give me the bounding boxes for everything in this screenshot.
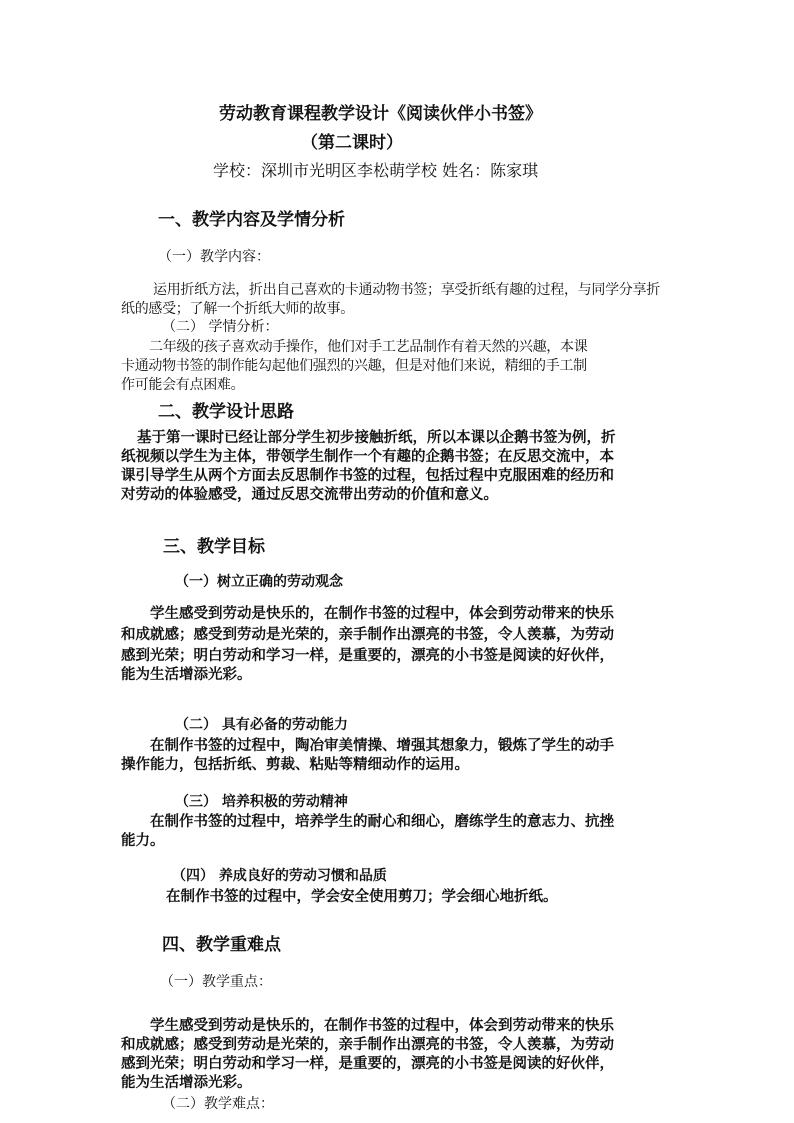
page-subtitle: （第二课时） <box>301 133 403 153</box>
design-line: 对劳动的体验感受，通过反思交流带出劳动的价值和意义。 <box>121 486 498 503</box>
goal-3-line: 能力。 <box>121 832 165 849</box>
page-title: 劳动教育课程教学设计《阅读伙伴小书签》 <box>219 104 542 124</box>
section-1-sub-content: （一）教学内容： <box>158 249 270 265</box>
key-point-line: 和成就感；感受到劳动是光荣的，亲手制作出漂亮的书签，令人羡慕，为劳动 <box>121 1036 614 1053</box>
key-point-line: 感到光荣；明白劳动和学习一样，是重要的，漂亮的小书签是阅读的好伙伴， <box>121 1055 614 1072</box>
goal-3-line: 在制作书签的过程中，培养学生的耐心和细心，磨练学生的意志力、抗挫 <box>150 813 614 830</box>
section-1-heading: 一、教学内容及学情分析 <box>158 210 345 230</box>
analysis-line: 二年级的孩子喜欢动手操作，他们对手工艺品制作有着天然的兴趣，本课 <box>149 339 588 355</box>
content-line: 纸的感受；了解一个折纸大师的故事。 <box>121 301 354 317</box>
design-line: 纸视频以学生为主体，带领学生制作一个有趣的企鹅书签；在反思交流中，本 <box>121 448 614 465</box>
goal-2-line: 操作能力，包括折纸、剪裁、粘贴等精细动作的运用。 <box>121 756 469 773</box>
goal-1-line: 能为生活增添光彩。 <box>121 666 252 683</box>
goal-2-line: 在制作书签的过程中，陶冶审美情操、增强其想象力，锻炼了学生的动手 <box>150 737 614 754</box>
goal-1-title: （一）树立正确的劳动观念 <box>175 574 343 590</box>
section-4-heading: 四、教学重难点 <box>162 935 281 955</box>
goal-3-title: （三） 培养积极的劳动精神 <box>175 794 348 810</box>
section-4-sub-key: （一）教学重点： <box>160 974 272 990</box>
section-4-sub-difficulty: （二）教学难点： <box>162 1096 274 1112</box>
analysis-line: 卡通动物书签的制作能勾起他们强烈的兴趣，但是对他们来说，精细的手工制 <box>121 358 587 374</box>
goal-2-title: （二） 具有必备的劳动能力 <box>175 717 348 733</box>
goal-4-line: 在制作书签的过程中，学会安全使用剪刀；学会细心地折纸。 <box>166 888 558 905</box>
section-3-heading: 三、教学目标 <box>163 537 265 557</box>
goal-1-line: 感到光荣；明白劳动和学习一样，是重要的，漂亮的小书签是阅读的好伙伴， <box>121 647 614 664</box>
design-line: 基于第一课时已经让部分学生初步接触折纸，所以本课以企鹅书签为例，折 <box>137 429 616 446</box>
section-1-sub-analysis: （二） 学情分析： <box>162 319 279 335</box>
section-2-heading: 二、教学设计思路 <box>158 402 294 422</box>
design-line: 课引导学生从两个方面去反思制作书签的过程，包括过程中克服困难的经历和 <box>121 467 614 484</box>
goal-4-title: （四） 养成良好的劳动习惯和品质 <box>172 868 387 884</box>
analysis-line: 作可能会有点困难。 <box>121 377 245 393</box>
content-line: 运用折纸方法，折出自己喜欢的卡通动物书签；享受折纸有趣的过程，与同学分享折 <box>153 282 660 298</box>
key-point-line: 能为生活增添光彩。 <box>121 1074 252 1091</box>
goal-1-line: 和成就感；感受到劳动是光荣的，亲手制作出漂亮的书签，令人羡慕，为劳动 <box>121 626 614 643</box>
goal-1-line: 学生感受到劳动是快乐的，在制作书签的过程中，体会到劳动带来的快乐 <box>150 605 614 622</box>
school-line: 学校：深圳市光明区李松萌学校 姓名：陈家琪 <box>213 161 539 180</box>
key-point-line: 学生感受到劳动是快乐的，在制作书签的过程中，体会到劳动带来的快乐 <box>150 1017 614 1034</box>
